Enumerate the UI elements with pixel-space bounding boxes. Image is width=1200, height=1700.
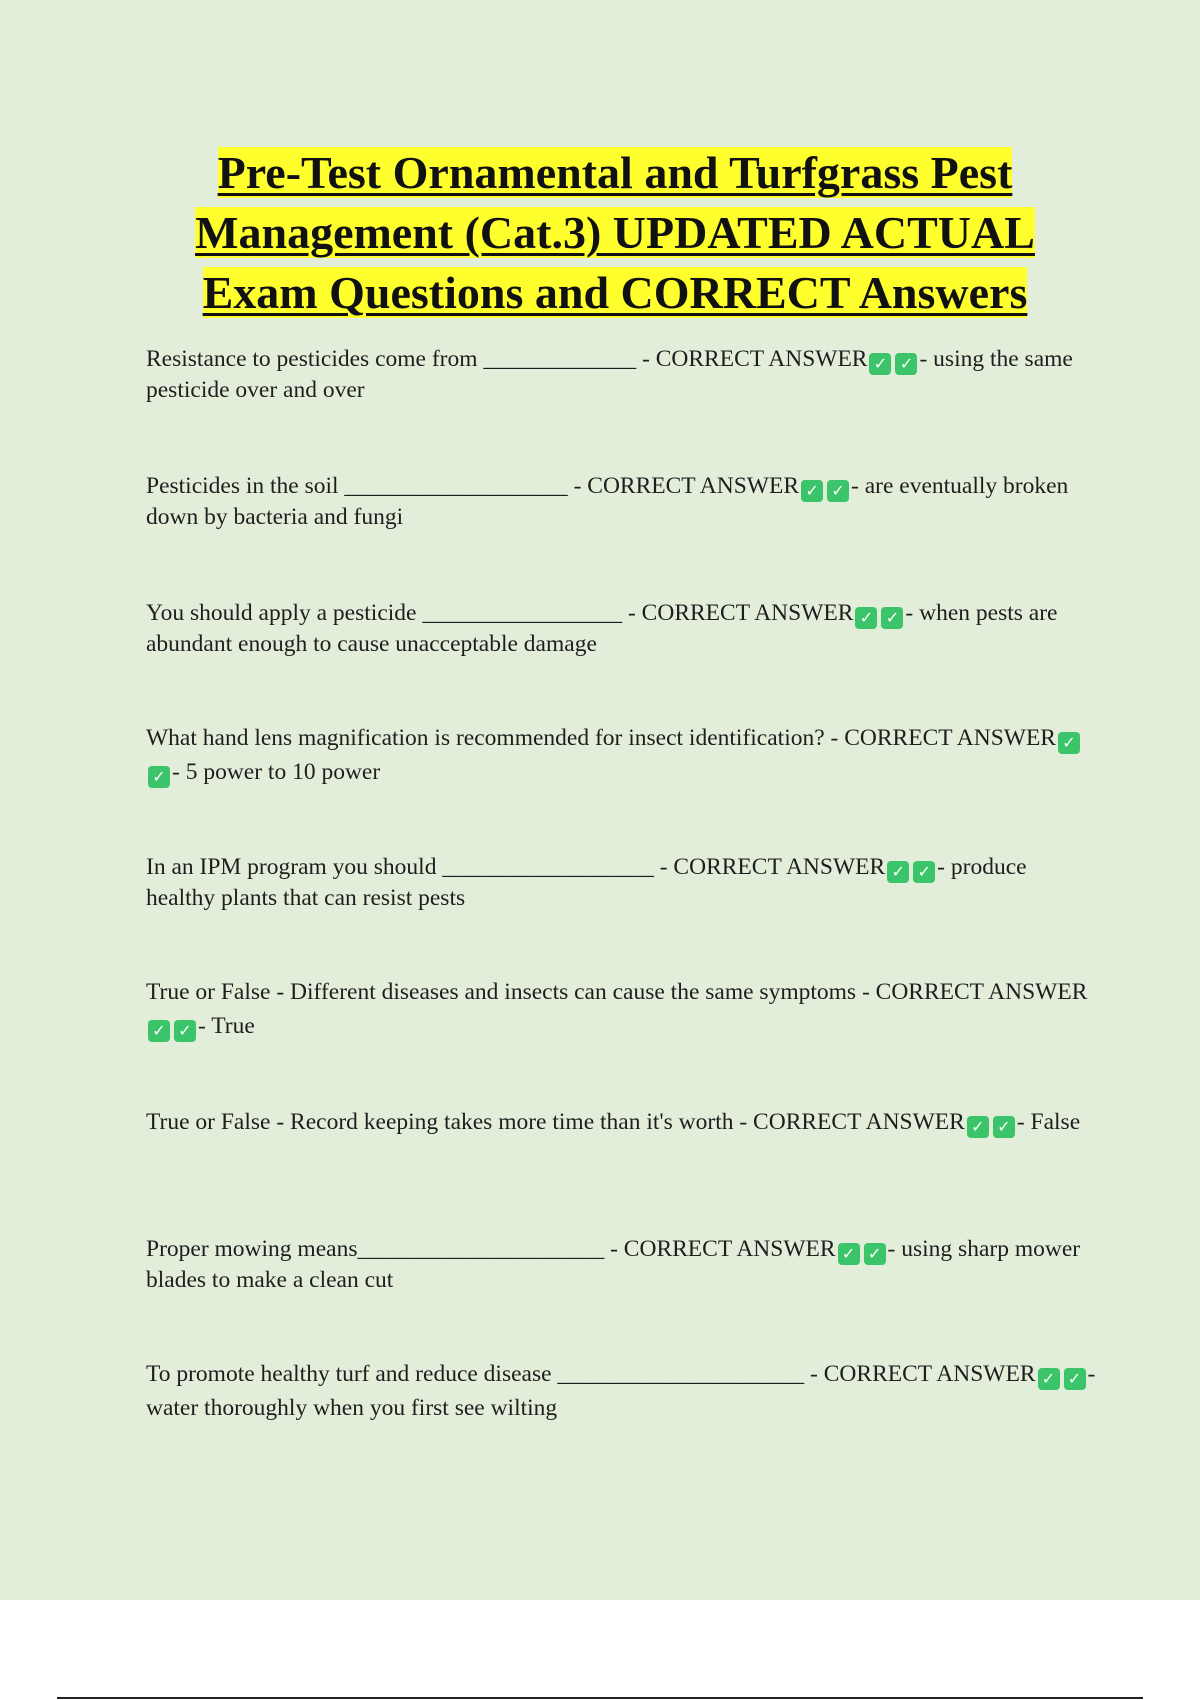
correct-answer-marker: - CORRECT ANSWER <box>573 473 800 499</box>
answer-text: - 5 power to 10 power <box>172 759 381 785</box>
check-box-icon: ✓ <box>887 861 909 883</box>
question-text: To promote healthy turf and reduce disease _____________________ <box>146 1361 805 1387</box>
check-box-icon: ✓ <box>1038 1368 1060 1390</box>
check-box-icon: ✓ <box>174 1020 196 1042</box>
check-box-icon: ✓ <box>148 766 170 788</box>
qa-item <box>146 1357 1096 1425</box>
answer-text: - True <box>198 1013 255 1039</box>
answer-text: - using the same pesticide over and over <box>146 346 1073 403</box>
check-box-icon: ✓ <box>838 1243 860 1265</box>
qa-item <box>146 1107 1096 1138</box>
check-box-icon: ✓ <box>864 1243 886 1265</box>
qa-item <box>146 852 1096 914</box>
answer-text: - using sharp mower blades to make a clean cut <box>146 1236 1081 1293</box>
answer-text: - water thoroughly when you first see wilting <box>146 1361 1096 1421</box>
answer-text: - are eventually broken down by bacteria and fungi <box>146 473 1069 530</box>
check-box-icon: ✓ <box>855 607 877 629</box>
question-text: In an IPM program you should __________________ <box>146 854 654 880</box>
check-box-icon: ✓ <box>869 353 891 375</box>
answer-text: - when pests are abundant enough to cause unacceptable damage <box>146 600 1058 657</box>
check-box-icon: ✓ <box>1064 1368 1086 1390</box>
title-line-3: Exam Questions and CORRECT Answers <box>202 267 1028 318</box>
check-box-icon: ✓ <box>895 353 917 375</box>
correct-answer-marker: - CORRECT ANSWER <box>830 725 1056 751</box>
check-box-icon: ✓ <box>148 1020 170 1042</box>
check-box-icon: ✓ <box>967 1116 989 1138</box>
correct-answer-marker: - CORRECT ANSWER <box>659 854 886 880</box>
check-box-icon: ✓ <box>801 480 823 502</box>
correct-answer-marker: - CORRECT ANSWER <box>627 600 854 626</box>
check-box-icon: ✓ <box>913 861 935 883</box>
document-title <box>120 143 1110 323</box>
check-box-icon: ✓ <box>993 1116 1015 1138</box>
question-text: Pesticides in the soil ___________________ <box>146 473 568 499</box>
check-box-icon: ✓ <box>827 480 849 502</box>
correct-answer-marker: - CORRECT ANSWER <box>610 1236 836 1262</box>
qa-item <box>146 471 1096 533</box>
check-box-icon: ✓ <box>881 607 903 629</box>
title-line-1: Pre-Test Ornamental and Turfgrass Pest <box>217 147 1013 198</box>
qa-item <box>146 598 1096 660</box>
title-line-2: Management (Cat.3) UPDATED ACTUAL <box>195 207 1035 258</box>
question-text: Proper mowing means_____________________ <box>146 1236 605 1262</box>
question-text: What hand lens magnification is recommended for insect identification? <box>146 725 825 751</box>
qa-item <box>146 721 1096 789</box>
qa-item <box>146 975 1096 1043</box>
correct-answer-marker: - CORRECT ANSWER <box>810 1361 1036 1387</box>
question-text: You should apply a pesticide _________________ <box>146 600 623 626</box>
check-box-icon: ✓ <box>1058 732 1080 754</box>
question-text: True or False - Record keeping takes more time than it's worth <box>146 1109 734 1135</box>
correct-answer-marker: - CORRECT ANSWER <box>642 346 868 372</box>
page-divider <box>57 1697 1143 1699</box>
correct-answer-marker: - CORRECT ANSWER <box>861 979 1088 1005</box>
qa-item <box>146 1234 1096 1296</box>
answer-text: - produce healthy plants that can resist pests <box>146 854 1027 911</box>
answer-text: - False <box>1016 1109 1081 1135</box>
correct-answer-marker: - CORRECT ANSWER <box>739 1109 965 1135</box>
question-text: True or False - Different diseases and insects can cause the same symptoms <box>146 979 857 1005</box>
qa-item <box>146 344 1096 406</box>
question-text: Resistance to pesticides come from _____________ <box>146 346 637 372</box>
